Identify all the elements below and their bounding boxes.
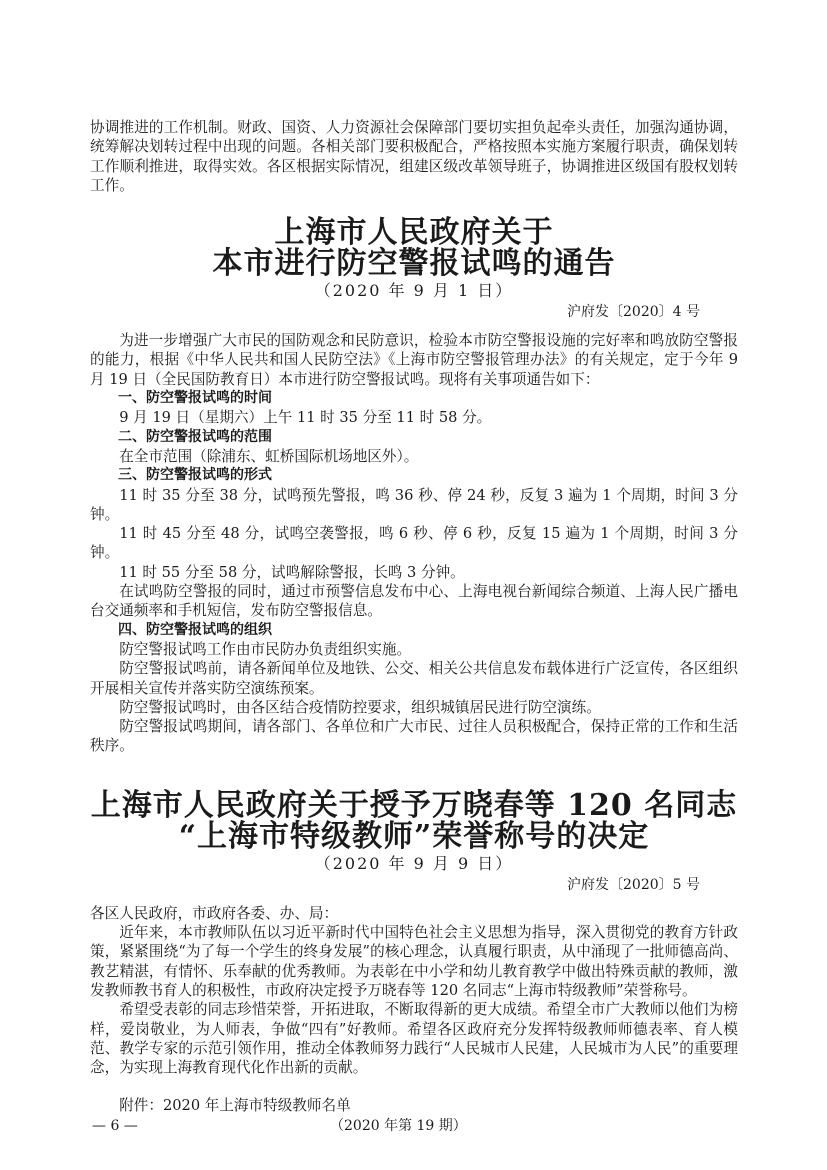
paragraph: 防空警报试鸣工作由市民防办负责组织实施。 [119, 640, 412, 658]
paragraph: 9 月 19 日（星期六）上午 11 时 35 分至 11 时 58 分。 [119, 409, 492, 427]
section-heading: 二、防空警报试鸣的范围 [118, 428, 272, 445]
previous-section-text [90, 118, 738, 195]
decision-title-line1: 上海市人民政府关于授予万晓春等 120 名同志 [90, 787, 738, 823]
paragraph: 希望受表彰的同志珍惜荣誉，开拓进取，不断取得新的更大成绩。希望全市广大教师以他们为榜样，爱岗敬业，为人师表，争做“四有”好教师。希望各区政府充分发挥特级教师师德表率、育人模范、教学专家的示范引领作用，推动全体教师努力践行“人民城市人民建，人民城市为人民”的重要理念，为实现上海教育现代化作出新的贡献。 [90, 1001, 738, 1077]
section-heading: 四、防空警报试鸣的组织 [118, 621, 272, 638]
notice-body [90, 331, 738, 756]
page-footer [90, 1116, 738, 1134]
decision-title-line2: “上海市特级教师”荣誉称号的决定 [178, 818, 650, 854]
paragraph: 协调推进的工作机制。财政、国资、人力资源社会保障部门要切实担负起牵头责任，加强沟通协调，统筹解决划转过程中出现的问题。各相关部门要积极配合，严格按照本实施方案履行职责，确保划转工作顺利推进，取得实效。各区根据实际情况，组建区级改革领导班子，协调推进区级国有股权划转工作。 [90, 119, 738, 194]
addressee: 各区人民政府，市政府各委、办、局： [90, 904, 339, 922]
paragraph: 在试鸣防空警报的同时，通过市预警信息发布中心、上海电视台新闻综合频道、上海人民广播电台交通频率和手机短信，发布防空警报信息。 [90, 583, 738, 620]
decision-body [90, 904, 738, 1116]
attachment: 附件：2020 年上海市特级教师名单 [119, 1097, 351, 1115]
paragraph: 近年来，本市教师队伍以习近平新时代中国特色社会主义思想为指导，深入贯彻党的教育方针政策，紧紧围绕“为了每一个学生的终身发展”的核心理念，认真履行职责，从中涌现了一批师德高尚、教艺精湛，有情怀、乐奉献的优秀教师。为表彰在中小学和幼儿教育教学中做出特殊贡献的教师，激发教师教书育人的积极性，市政府决定授予万晓春等 120 名同志“上海市特级教师”荣誉称号。 [90, 924, 738, 999]
paragraph: 11 时 55 分至 58 分，试鸣解除警报，长鸣 3 分钟。 [119, 563, 465, 581]
paragraph: 防空警报试鸣期间，请各部门、各单位和广大市民、过往人员积极配合，保持正常的工作和生活秩序。 [90, 718, 738, 755]
decision-date: （2020 年 9 月 9 日） [314, 853, 514, 873]
decision-doc-number: 沪府发〔2020〕5 号 [567, 876, 700, 893]
paragraph: 11 时 45 分至 48 分，试鸣空袭警报，鸣 6 秒、停 6 秒，反复 15 遍为 1 个周期，时间 3 分钟。 [90, 525, 738, 562]
notice-title-line2: 本市进行防空警报试鸣的通告 [212, 246, 616, 282]
paragraph: 防空警报试鸣前，请各新闻单位及地铁、公交、相关公共信息发布载体进行广泛宣传，各区组织开展相关宣传并落实防空演练预案。 [90, 660, 738, 697]
notice-title-line1: 上海市人民政府关于 [274, 215, 554, 251]
page-number: — 6 — [92, 1117, 138, 1134]
paragraph: 11 时 35 分至 38 分，试鸣预先警报，鸣 36 秒、停 24 秒，反复 3 遍为 1 个周期，时间 3 分钟。 [90, 486, 738, 523]
notice-date: （2020 年 9 月 1 日） [314, 281, 514, 301]
issue-number: （2020 年第 19 期） [330, 1117, 467, 1134]
paragraph: 在全市范围（除浦东、虹桥国际机场地区外）。 [119, 447, 419, 465]
section-heading: 三、防空警报试鸣的形式 [118, 467, 272, 484]
paragraph: 防空警报试鸣时，由各区结合疫情防控要求，组织城镇居民进行防空演练。 [119, 698, 601, 716]
paragraph: 为进一步增强广大市民的国防观念和民防意识，检验本市防空警报设施的完好率和鸣放防空警报的能力，根据《中华人民共和国人民防空法》《上海市防空警报管理办法》的有关规定，定于今年 9 月 19 日（全民国防教育日）本市进行防空警报试鸣。现将有关事项通告如下： [90, 332, 738, 388]
section-heading: 一、防空警报试鸣的时间 [118, 390, 272, 407]
notice-doc-number: 沪府发〔2020〕4 号 [567, 304, 700, 321]
